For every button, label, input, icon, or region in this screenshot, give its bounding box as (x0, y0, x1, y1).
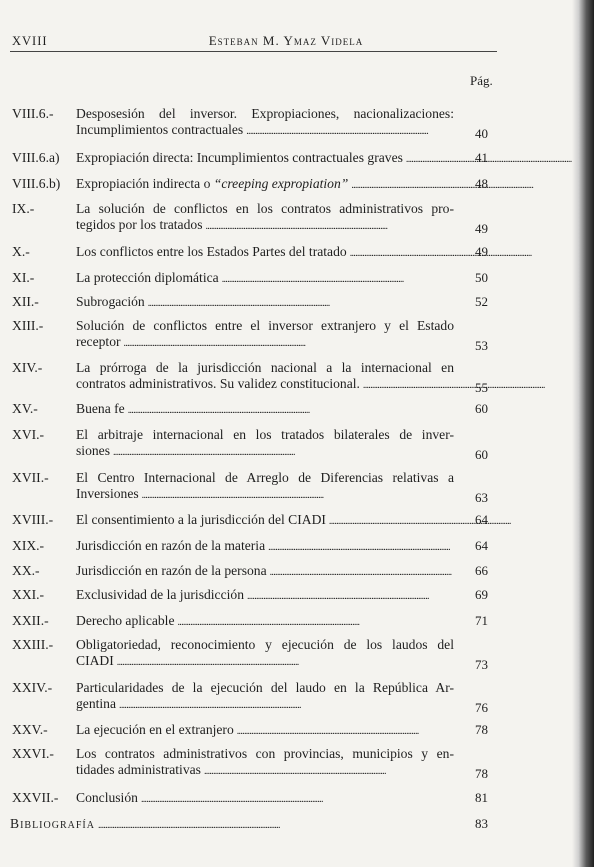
toc-entry-line (76, 106, 454, 122)
leader-dots (113, 443, 294, 458)
toc-entry-line (76, 746, 454, 762)
toc-entry-text: La solución de conflictos en los contratos administrativos pro- (76, 201, 454, 216)
toc-entry-title (76, 613, 454, 631)
toc-page-number: 49 (475, 220, 488, 236)
leader-dots (268, 538, 449, 553)
leader-dots (119, 696, 300, 711)
toc-entry-number: XXVII.- (12, 790, 59, 805)
running-head: Esteban M. Ymaz Videla (208, 33, 364, 48)
toc-entry-line (76, 150, 454, 168)
toc-entry-title (76, 401, 454, 419)
toc-entry-title (76, 637, 454, 670)
toc-entry-number: IX.- (12, 201, 35, 216)
toc-entry-line (76, 637, 454, 653)
toc-entry-title (76, 746, 454, 779)
toc-entry-text: La protección diplomática (76, 270, 219, 285)
toc-page-number: 50 (475, 270, 488, 285)
toc-entry-line (76, 470, 454, 486)
toc-page-number: 78 (475, 722, 488, 737)
toc-entry-number: XIX.- (12, 538, 45, 553)
toc-page-number: 41 (475, 150, 488, 165)
toc-page-number: 64 (475, 538, 488, 553)
toc-entry-text: receptor (76, 333, 121, 349)
toc-page-number: 40 (475, 125, 488, 141)
toc-entry-line (76, 201, 454, 217)
toc-entry-text: Jurisdicción en razón de la materia (76, 538, 266, 553)
leader-dots (117, 653, 298, 668)
toc-entry-title (76, 722, 454, 740)
toc-entry-text: Conclusión (76, 790, 138, 805)
toc-entry-number: XIII.- (12, 318, 44, 333)
toc-entry-number: XII.- (12, 294, 39, 309)
toc-entry-number: XXIII.- (12, 637, 54, 652)
leader-dots (237, 722, 418, 737)
leader-dots (98, 816, 279, 831)
toc-entry-number: XXIV.- (12, 680, 53, 695)
toc-page-number: 60 (475, 446, 488, 462)
toc-entry-text: Jurisdicción en razón de la persona (76, 563, 267, 578)
toc-entry-text: Desposesión del inversor. Expropiaciones, nacionalizaciones: (76, 106, 454, 121)
toc-entry-line (76, 427, 454, 443)
leader-dots (141, 790, 322, 805)
toc-entry-line (76, 176, 454, 194)
leader-dots (205, 217, 386, 232)
toc-entry-text: Expropiación directa: Incumplimientos contractuales graves (76, 150, 403, 165)
toc-entry-line (76, 653, 454, 671)
toc-entry-text: Particularidades de la ejecución del laudo en la República Ar- (76, 680, 454, 695)
toc-entry-text: Subrogación (76, 294, 145, 309)
toc-entry-text: Obligatoriedad, reconocimiento y ejecución de los laudos del (76, 637, 454, 652)
toc-entry-line (76, 401, 454, 419)
toc-entry-line (76, 334, 454, 352)
toc-entry-line (76, 696, 454, 714)
toc-entry-title (10, 816, 454, 834)
toc-entry-text: Inversiones (76, 485, 139, 501)
toc-page-number: 48 (475, 176, 488, 191)
toc-entry-title (76, 680, 454, 713)
toc-entry-text: Buena fe (76, 401, 125, 416)
toc-entry-line (76, 376, 454, 394)
toc-entry-line (76, 762, 454, 780)
toc-entry-number: XXVI.- (12, 746, 54, 761)
leader-dots (363, 376, 544, 391)
toc-page-number: 63 (475, 489, 488, 505)
leader-dots (222, 270, 403, 285)
toc-entry-line (76, 318, 454, 334)
toc-entry-text: El consentimiento a la jurisdicción del CIADI (76, 512, 326, 527)
leader-dots (247, 587, 428, 602)
toc-entry-number: XXV.- (12, 722, 48, 737)
page-column-label: Pág. (470, 73, 493, 88)
header-rule (10, 51, 497, 52)
toc-page-number: 49 (475, 244, 488, 259)
leader-dots (142, 486, 323, 501)
toc-entry-line (76, 270, 454, 288)
toc-entry-number: XXII.- (12, 613, 49, 628)
toc-entry-text: Expropiación indirecta o “creeping expropiation” (76, 176, 349, 191)
toc-entry-title (76, 294, 454, 312)
toc-entry-title (76, 360, 454, 393)
toc-entry-number: XV.- (12, 401, 38, 416)
toc-page-number: 55 (475, 379, 488, 395)
toc-entry-text: Derecho aplicable (76, 613, 175, 628)
toc-page-number: 53 (475, 337, 488, 353)
toc-page-number: 66 (475, 563, 488, 578)
toc-entry-number: VIII.6.- (12, 106, 54, 121)
toc-entry-text: tidades administrativas (76, 761, 201, 777)
leader-dots (124, 334, 305, 349)
toc-page-number: 71 (475, 613, 488, 628)
toc-entry-number: XXI.- (12, 587, 45, 602)
toc-entry-number: X.- (12, 244, 30, 259)
toc-entry-text: tegidos por los tratados (76, 216, 203, 232)
leader-dots (148, 294, 329, 309)
leader-dots (246, 122, 427, 137)
toc-entry-line (76, 443, 454, 461)
toc-entry-number: XVIII.- (12, 512, 54, 527)
toc-entry-text: gentina (76, 695, 117, 711)
toc-entry-title (76, 587, 454, 605)
book-gutter-shadow (572, 0, 594, 867)
toc-page-number: 60 (475, 401, 488, 416)
toc-entry-title (76, 150, 454, 168)
leader-dots (406, 150, 587, 165)
toc-entry-number: XX.- (12, 563, 40, 578)
toc-entry-text: Incumplimientos contractuales (76, 121, 244, 137)
toc-entry-title (76, 244, 454, 262)
toc-entry-line (76, 294, 454, 312)
toc-entry-number: VIII.6.b) (12, 176, 61, 191)
toc-entry-title (76, 270, 454, 288)
toc-page-number: 73 (475, 656, 488, 672)
toc-entry-text: El arbitraje internacional en los tratados bilaterales de inver- (76, 427, 454, 442)
toc-page-number: 52 (475, 294, 488, 309)
toc-entry-line (76, 512, 454, 530)
leader-dots (204, 762, 385, 777)
toc-entry-number: XIV.- (12, 360, 43, 375)
toc-entry-text: La ejecución en el extranjero (76, 722, 234, 737)
leader-dots (350, 244, 531, 259)
toc-page-number: 78 (475, 765, 488, 781)
toc-entry-title (76, 512, 454, 530)
toc-entry-line (76, 722, 454, 740)
leader-dots (128, 401, 309, 416)
toc-entry-title (76, 176, 454, 194)
bibliography-label: Bibliografía (10, 816, 95, 831)
page-folio: XVIII (12, 34, 48, 48)
toc-entry-text: El Centro Internacional de Arreglo de Diferencias relativas a (76, 470, 454, 485)
toc-entry-title (76, 790, 454, 808)
toc-entry-line (76, 486, 454, 504)
toc-entry-line (76, 790, 454, 808)
leader-dots (178, 613, 359, 628)
toc-entry-line (76, 563, 454, 581)
toc-entry-line (10, 816, 454, 834)
toc-entry-number: VIII.6.a) (12, 150, 60, 165)
toc-entry-line (76, 587, 454, 605)
toc-entry-text: CIADI (76, 652, 114, 668)
toc-entry-line (76, 244, 454, 262)
leader-dots (351, 176, 532, 191)
toc-entry-number: XI.- (12, 270, 35, 285)
toc-entry-title (76, 318, 454, 351)
toc-page-number: 81 (475, 790, 488, 805)
toc-entry-line (76, 217, 454, 235)
toc-entry-text: contratos administrativos. Su validez constitucional. (76, 375, 360, 391)
toc-entry-line (76, 122, 454, 140)
toc-entry-line (76, 613, 454, 631)
toc-entry-number: XVII.- (12, 470, 49, 485)
toc-page-number: 76 (475, 699, 488, 715)
toc-entry-line (76, 360, 454, 376)
toc-entry-number: XVI.- (12, 427, 45, 442)
toc-entry-text: Los conflictos entre los Estados Partes del tratado (76, 244, 347, 259)
toc-entry-text: Los contratos administrativos con provincias, municipios y en- (76, 746, 454, 761)
toc-entry-title (76, 201, 454, 234)
toc-entry-title (76, 427, 454, 460)
toc-page-number: 64 (475, 512, 488, 527)
toc-entry-text: Solución de conflictos entre el inversor extranjero y el Estado (76, 318, 454, 333)
leader-dots (270, 563, 451, 578)
toc-entry-title (76, 470, 454, 503)
toc-entry-line (76, 680, 454, 696)
toc-entry-title (76, 563, 454, 581)
toc-page-number: 69 (475, 587, 488, 602)
toc-entry-line (76, 538, 454, 556)
toc-entry-title (76, 106, 454, 139)
toc-entry-text: siones (76, 442, 110, 458)
toc-entry-title (76, 538, 454, 556)
toc-entry-text: Exclusividad de la jurisdicción (76, 587, 244, 602)
toc-page-number: 83 (475, 816, 488, 831)
toc-entry-text: La prórroga de la jurisdicción nacional a la internacional en (76, 360, 454, 375)
